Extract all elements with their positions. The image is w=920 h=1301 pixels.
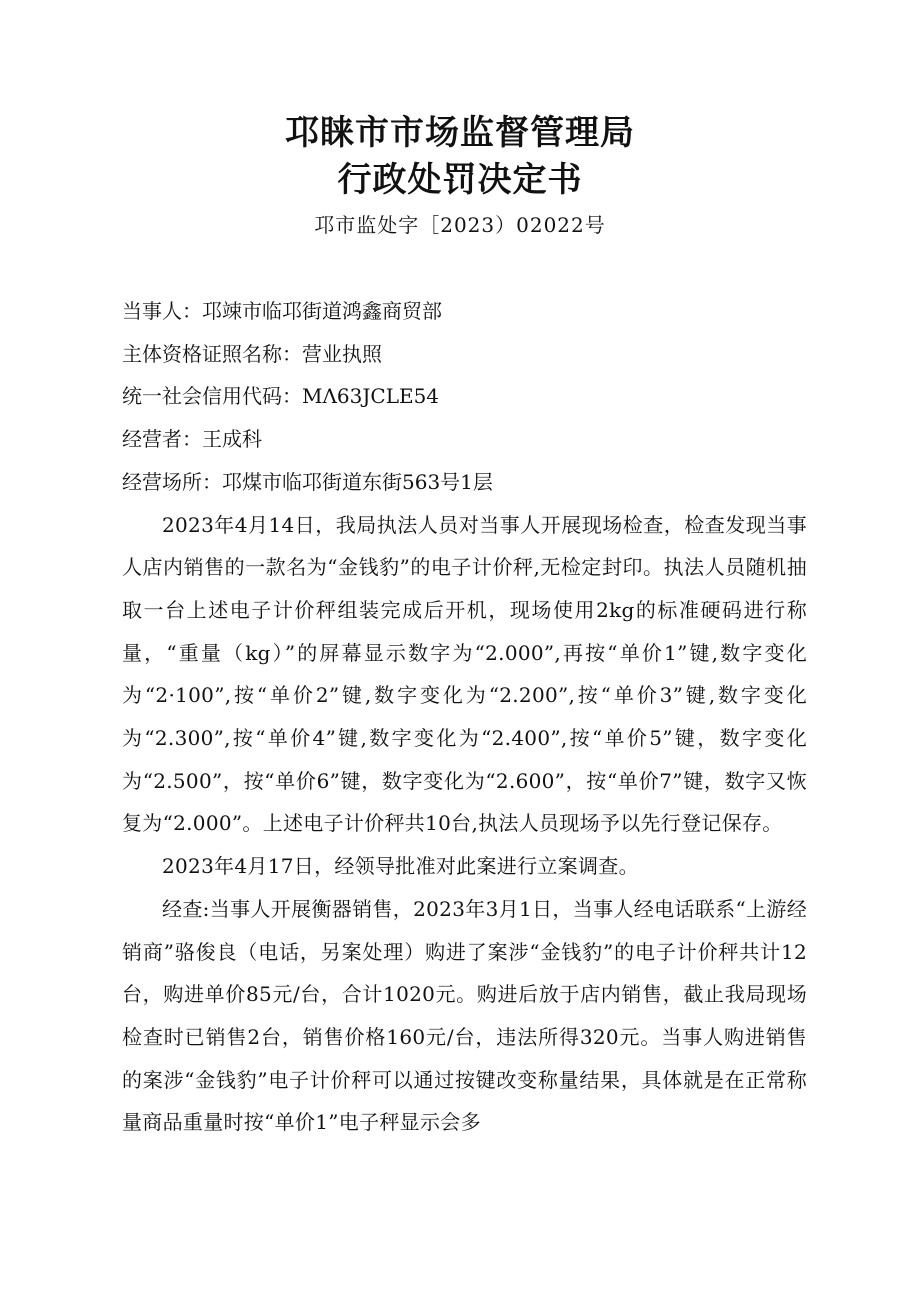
operator-field: 经营者：王成科 xyxy=(122,427,262,452)
document-body xyxy=(122,290,807,1144)
paragraph-investigation: 经查:当事人开展衡器销售，2023年3月1日，当事人经电话联系“上游经销商”骆俊良（电话，另案处理）购进了案涉“金钱豹”的电子计价秤共计12台，购进单价85元/台，合计1020元。购进后放于店内销售，截止我局现场检查时已销售2台，销售价格160元/台，违法所得320元。当事人购进销售的案涉“金钱豹”电子计价秤可以通过按键改变称量结果，具体就是在正常称量商品重量时按“单价1”电子秤显示会多 xyxy=(122,896,807,1135)
license-type-field: 主体资格证照名称：营业执照 xyxy=(122,341,382,366)
business-address-field: 经营场所：邛煤市临邛街道东街563号1层 xyxy=(122,469,493,494)
document-title-type: 行政处罚决定书 xyxy=(337,160,583,200)
party-name-field: 当事人：邛竦市临邛街道鸿鑫商贸部 xyxy=(122,299,442,323)
paragraph-inspection: 2023年4月14日，我局执法人员对当事人开展现场检查，检查发现当事人店内销售的一款名为“金钱豹”的电子计价秤,无检定封印。执法人员随机抽取一台上述电子计价秤组装完成后开机，现场使用2kg的标准硬码进行称量，“重量（kg）”的屏幕显示数字为“2.000”,再按“单价1”键,数字变化为“2·100”,按“单价2”键,数字变化为“2.200”,按“单价3”键,数字变化为“2.300”,按“单价4”键,数字变化为“2.400”,按“单价5”键，数字变化为“2.500”，按“单价6”键，数字变化为“2.600”，按“单价7”键，数字又恢复为“2.000”。上述电子计价秤共10台,执法人员现场予以先行登记保存。 xyxy=(122,512,807,836)
document-title-agency: 邛睐市市场监督管理局 xyxy=(285,113,635,153)
document-number: 邛市监处字［2023）02022号 xyxy=(314,213,606,237)
credit-code-field: 统一社会信用代码：MΛ63JCLE54 xyxy=(122,384,440,409)
paragraph-case-filing: 2023年4月17日，经领导批准对此案进行立案调查。 xyxy=(162,854,639,879)
